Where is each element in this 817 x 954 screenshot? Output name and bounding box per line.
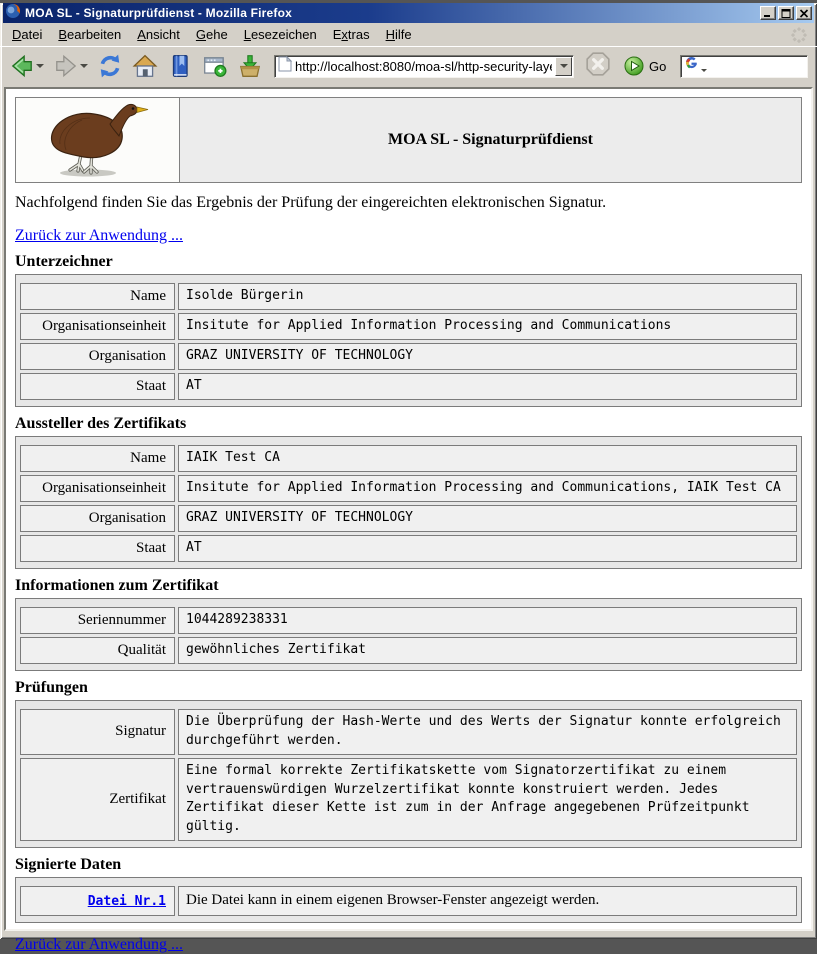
row-label: Zertifikat xyxy=(20,758,175,841)
table-row xyxy=(20,505,797,532)
back-icon xyxy=(9,53,35,79)
section-heading-pruefungen: Prüfungen xyxy=(15,678,88,696)
row-label: Seriennummer xyxy=(20,607,175,634)
row-label: Qualität xyxy=(20,637,175,664)
go-label: Go xyxy=(649,58,667,74)
section-heading-signierte-daten: Signierte Daten xyxy=(15,856,122,874)
menu-ansicht[interactable]: Ansicht xyxy=(137,27,180,42)
table-unterzeichner xyxy=(15,274,802,406)
section-heading-aussteller: Aussteller des Zertifikats xyxy=(15,414,187,432)
close-button[interactable] xyxy=(796,6,812,20)
moa-bird-icon xyxy=(34,100,162,180)
window-title: MOA SL - Signaturprüfdienst - Mozilla Firefox xyxy=(25,6,293,20)
row-label: Signatur xyxy=(20,709,175,755)
table-row xyxy=(20,343,797,370)
row-label: Organisation xyxy=(20,343,175,370)
bookmarks-button[interactable] xyxy=(163,50,197,82)
menu-gehe[interactable]: Gehe xyxy=(195,27,228,42)
browser-window xyxy=(0,3,817,954)
go-icon xyxy=(624,56,644,76)
table-row xyxy=(20,283,797,310)
minimize-button[interactable] xyxy=(760,6,776,20)
throbber-icon xyxy=(791,27,807,48)
row-value: GRAZ UNIVERSITY OF TECHNOLOGY xyxy=(178,505,797,532)
table-aussteller xyxy=(15,436,802,568)
forward-button[interactable] xyxy=(49,50,92,82)
table-pruefungen xyxy=(15,700,802,848)
row-value: AT xyxy=(178,373,797,400)
table-row xyxy=(20,758,797,841)
new-window-button[interactable] xyxy=(198,50,232,82)
go-button[interactable] xyxy=(622,54,668,78)
menu-extras[interactable]: Extras xyxy=(332,27,370,42)
row-value: GRAZ UNIVERSITY OF TECHNOLOGY xyxy=(178,343,797,370)
menubar xyxy=(0,23,817,47)
table-row xyxy=(20,373,797,400)
search-engine-dropdown[interactable] xyxy=(701,69,707,72)
forward-dropdown-icon xyxy=(80,64,88,68)
section-heading-unterzeichner: Unterzeichner xyxy=(15,253,113,270)
forward-icon xyxy=(53,53,79,79)
table-row xyxy=(20,535,797,562)
stop-button[interactable] xyxy=(583,49,613,84)
row-label: Organisation xyxy=(20,505,175,532)
row-value: Die Datei kann in einem eigenen Browser-Fenster angezeigt werden. xyxy=(178,886,797,916)
searchbox xyxy=(680,55,808,78)
downloads-button[interactable] xyxy=(233,50,267,82)
menu-hilfe[interactable]: Hilfe xyxy=(385,27,412,42)
row-value: 1044289238331 xyxy=(178,607,797,634)
downloads-icon xyxy=(237,53,263,79)
page-title: MOA SL - Signaturprüfdienst xyxy=(388,131,593,148)
table-signierte-daten xyxy=(15,877,802,923)
menu-bearbeiten[interactable]: Bearbeiten xyxy=(58,27,122,42)
intro-text: Nachfolgend finden Sie das Ergebnis der Prüfung der eingereichten elektronischen Signatur. xyxy=(15,194,607,211)
back-button[interactable] xyxy=(5,50,48,82)
page-content xyxy=(4,87,813,954)
menu-datei[interactable]: Datei xyxy=(12,27,43,42)
row-value: Eine formal korrekte Zertifikatskette vom Signatorzertifikat zu einem vertrauenswürdigen Wurzelzertifikat konnte konstruiert werden. Jedes Zertifikat dieser Kette ist zum in der Anfrage angegebenen Prüfzeitpunkt gültig. xyxy=(178,758,797,841)
row-value: Insitute for Applied Information Processing and Communications xyxy=(178,313,797,340)
row-label: Organisationseinheit xyxy=(20,475,175,502)
table-row xyxy=(20,637,797,664)
row-label xyxy=(20,886,175,916)
moa-logo xyxy=(16,98,180,182)
row-label: Name xyxy=(20,445,175,472)
table-row xyxy=(20,475,797,502)
stop-icon xyxy=(585,51,611,77)
url-history-dropdown[interactable] xyxy=(555,57,572,76)
home-icon xyxy=(132,53,158,79)
search-input[interactable] xyxy=(708,59,804,74)
bookmarks-icon xyxy=(167,53,193,79)
table-row xyxy=(20,709,797,755)
section-heading-zertifikat-info: Informationen zum Zertifikat xyxy=(15,576,219,594)
datei-nr1-link[interactable]: Datei Nr.1 xyxy=(87,893,166,909)
firefox-icon xyxy=(5,3,21,24)
urlbar xyxy=(274,55,574,78)
google-icon xyxy=(684,56,699,76)
row-value: Die Überprüfung der Hash-Werte und des Werts der Signatur konnte erfolgreich durchgeführt werden. xyxy=(178,709,797,755)
row-value: IAIK Test CA xyxy=(178,445,797,472)
row-label: Staat xyxy=(20,535,175,562)
table-row xyxy=(20,445,797,472)
url-input[interactable] xyxy=(295,57,552,75)
new-window-icon xyxy=(202,53,228,79)
table-row xyxy=(20,313,797,340)
titlebar xyxy=(3,3,814,23)
maximize-button[interactable] xyxy=(778,6,794,20)
row-value: Insitute for Applied Information Processing and Communications, IAIK Test CA xyxy=(178,475,797,502)
table-row xyxy=(20,886,797,916)
row-label: Name xyxy=(20,283,175,310)
table-row xyxy=(20,607,797,634)
row-label: Staat xyxy=(20,373,175,400)
back-to-application-link-bottom[interactable]: Zurück zur Anwendung ... xyxy=(15,936,183,954)
menu-lesezeichen[interactable]: Lesezeichen xyxy=(243,27,317,42)
row-value: gewöhnliches Zertifikat xyxy=(178,637,797,664)
table-zertifikat-info xyxy=(15,598,802,671)
row-value: Isolde Bürgerin xyxy=(178,283,797,310)
home-button[interactable] xyxy=(128,50,162,82)
back-dropdown-icon xyxy=(36,64,44,68)
page-icon xyxy=(278,56,292,77)
row-label: Organisationseinheit xyxy=(20,313,175,340)
reload-button[interactable] xyxy=(93,50,127,82)
reload-icon xyxy=(97,53,123,79)
row-value: AT xyxy=(178,535,797,562)
back-to-application-link-top[interactable]: Zurück zur Anwendung ... xyxy=(15,227,183,244)
navigation-toolbar xyxy=(0,47,817,85)
banner xyxy=(15,97,802,183)
